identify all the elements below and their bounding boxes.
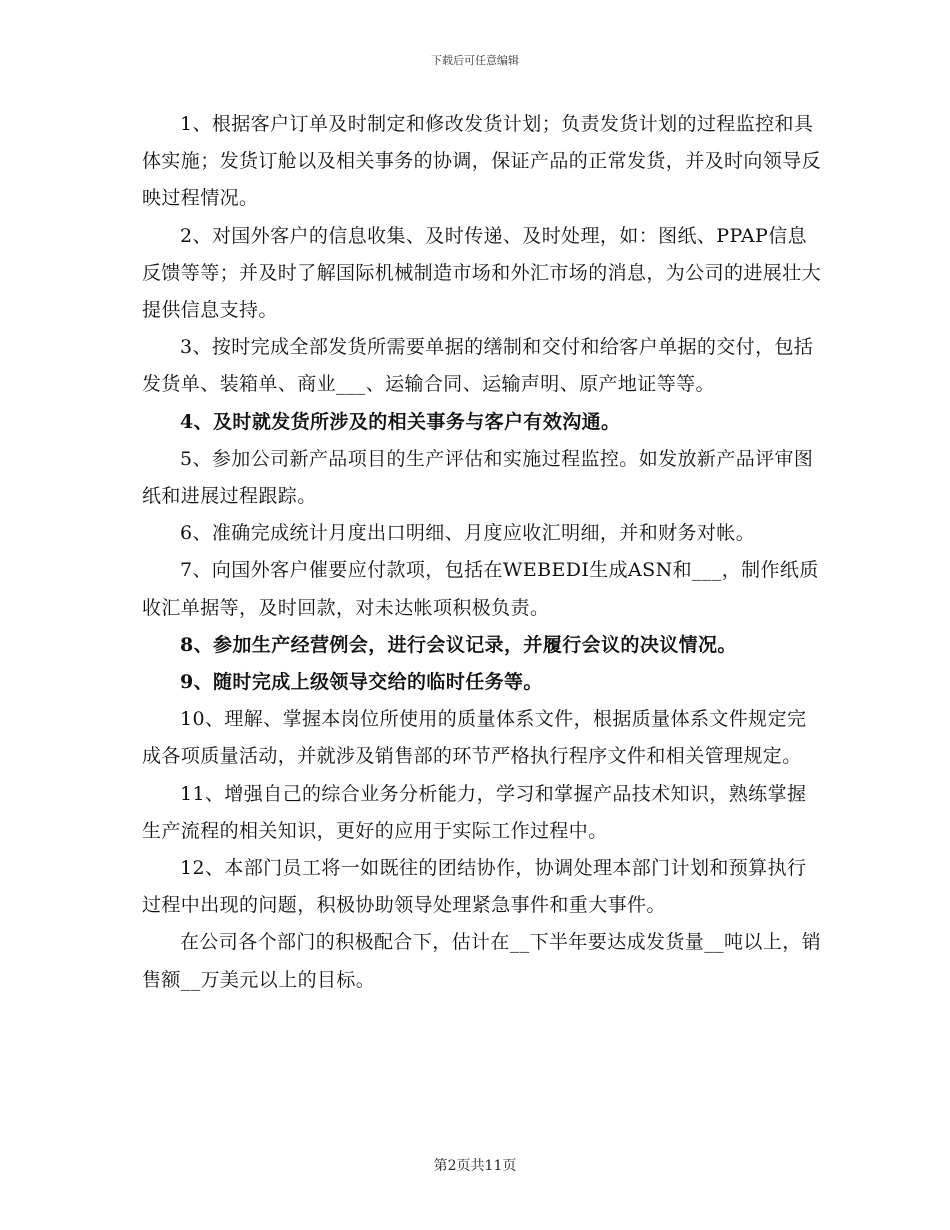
paragraph-5: 5、参加公司新产品项目的生产评估和实施过程监控。如发放新产品评审图纸和进展过程跟踪。 (142, 447, 814, 508)
paragraph-11: 11、增强自己的综合业务分析能力，学习和掌握产品技术知识，熟练掌握生产流程的相关知识，更好的应用于实际工作过程中。 (142, 782, 807, 842)
paragraph-summary: 在公司各个部门的积极配合下，估计在__下半年要达成发货量__吨以上，销售额__万美元以上的目标。 (142, 931, 822, 991)
paragraph-3: 3、按时完成全部发货所需要单据的缮制和交付和给客户单据的交付，包括发货单、装箱单、商业___、运输合同、运输声明、原产地证等等。 (142, 336, 814, 396)
document-body (142, 106, 822, 999)
page-header: 下载后可任意编辑 (431, 54, 519, 67)
paragraph-6: 6、准确完成统计月度出口明细、月度应收汇明细，并和财务对帐。 (180, 522, 756, 545)
page-number: 第2页共11页 (433, 1158, 517, 1174)
paragraph-4: 4、及时就发货所涉及的相关事务与客户有效沟通。 (180, 410, 621, 433)
paragraph-8: 8、参加生产经营例会，进行会议记录，并履行会议的决议情况。 (180, 633, 737, 656)
paragraph-2: 2、对国外客户的信息收集、及时传递、及时处理，如：图纸、PPAP信息反馈等等；并及时了解国际机械制造市场和外汇市场的消息，为公司的进展壮大提供信息支持。 (142, 224, 822, 322)
paragraph-12: 12、本部门员工将一如既往的团结协作，协调处理本部门计划和预算执行过程中出现的问题，积极协助领导处理紧急事件和重大事件。 (142, 857, 807, 917)
paragraph-9: 9、随时完成上级领导交给的临时任务等。 (180, 671, 543, 694)
paragraph-7: 7、向国外客户催要应付款项，包括在WEBEDI生成ASN和___，制作纸质收汇单据等，及时回款，对未达帐项积极负责。 (142, 559, 819, 619)
paragraph-10: 10、理解、掌握本岗位所使用的质量体系文件，根据质量体系文件规定完成各项质量活动，并就涉及销售部的环节严格执行程序文件和相关管理规定。 (142, 708, 807, 768)
paragraph-1: 1、根据客户订单及时制定和修改发货计划；负责发货计划的过程监控和具体实施；发货订舱以及相关事务的协调，保证产品的正常发货，并及时向领导反映过程情况。 (142, 113, 822, 210)
